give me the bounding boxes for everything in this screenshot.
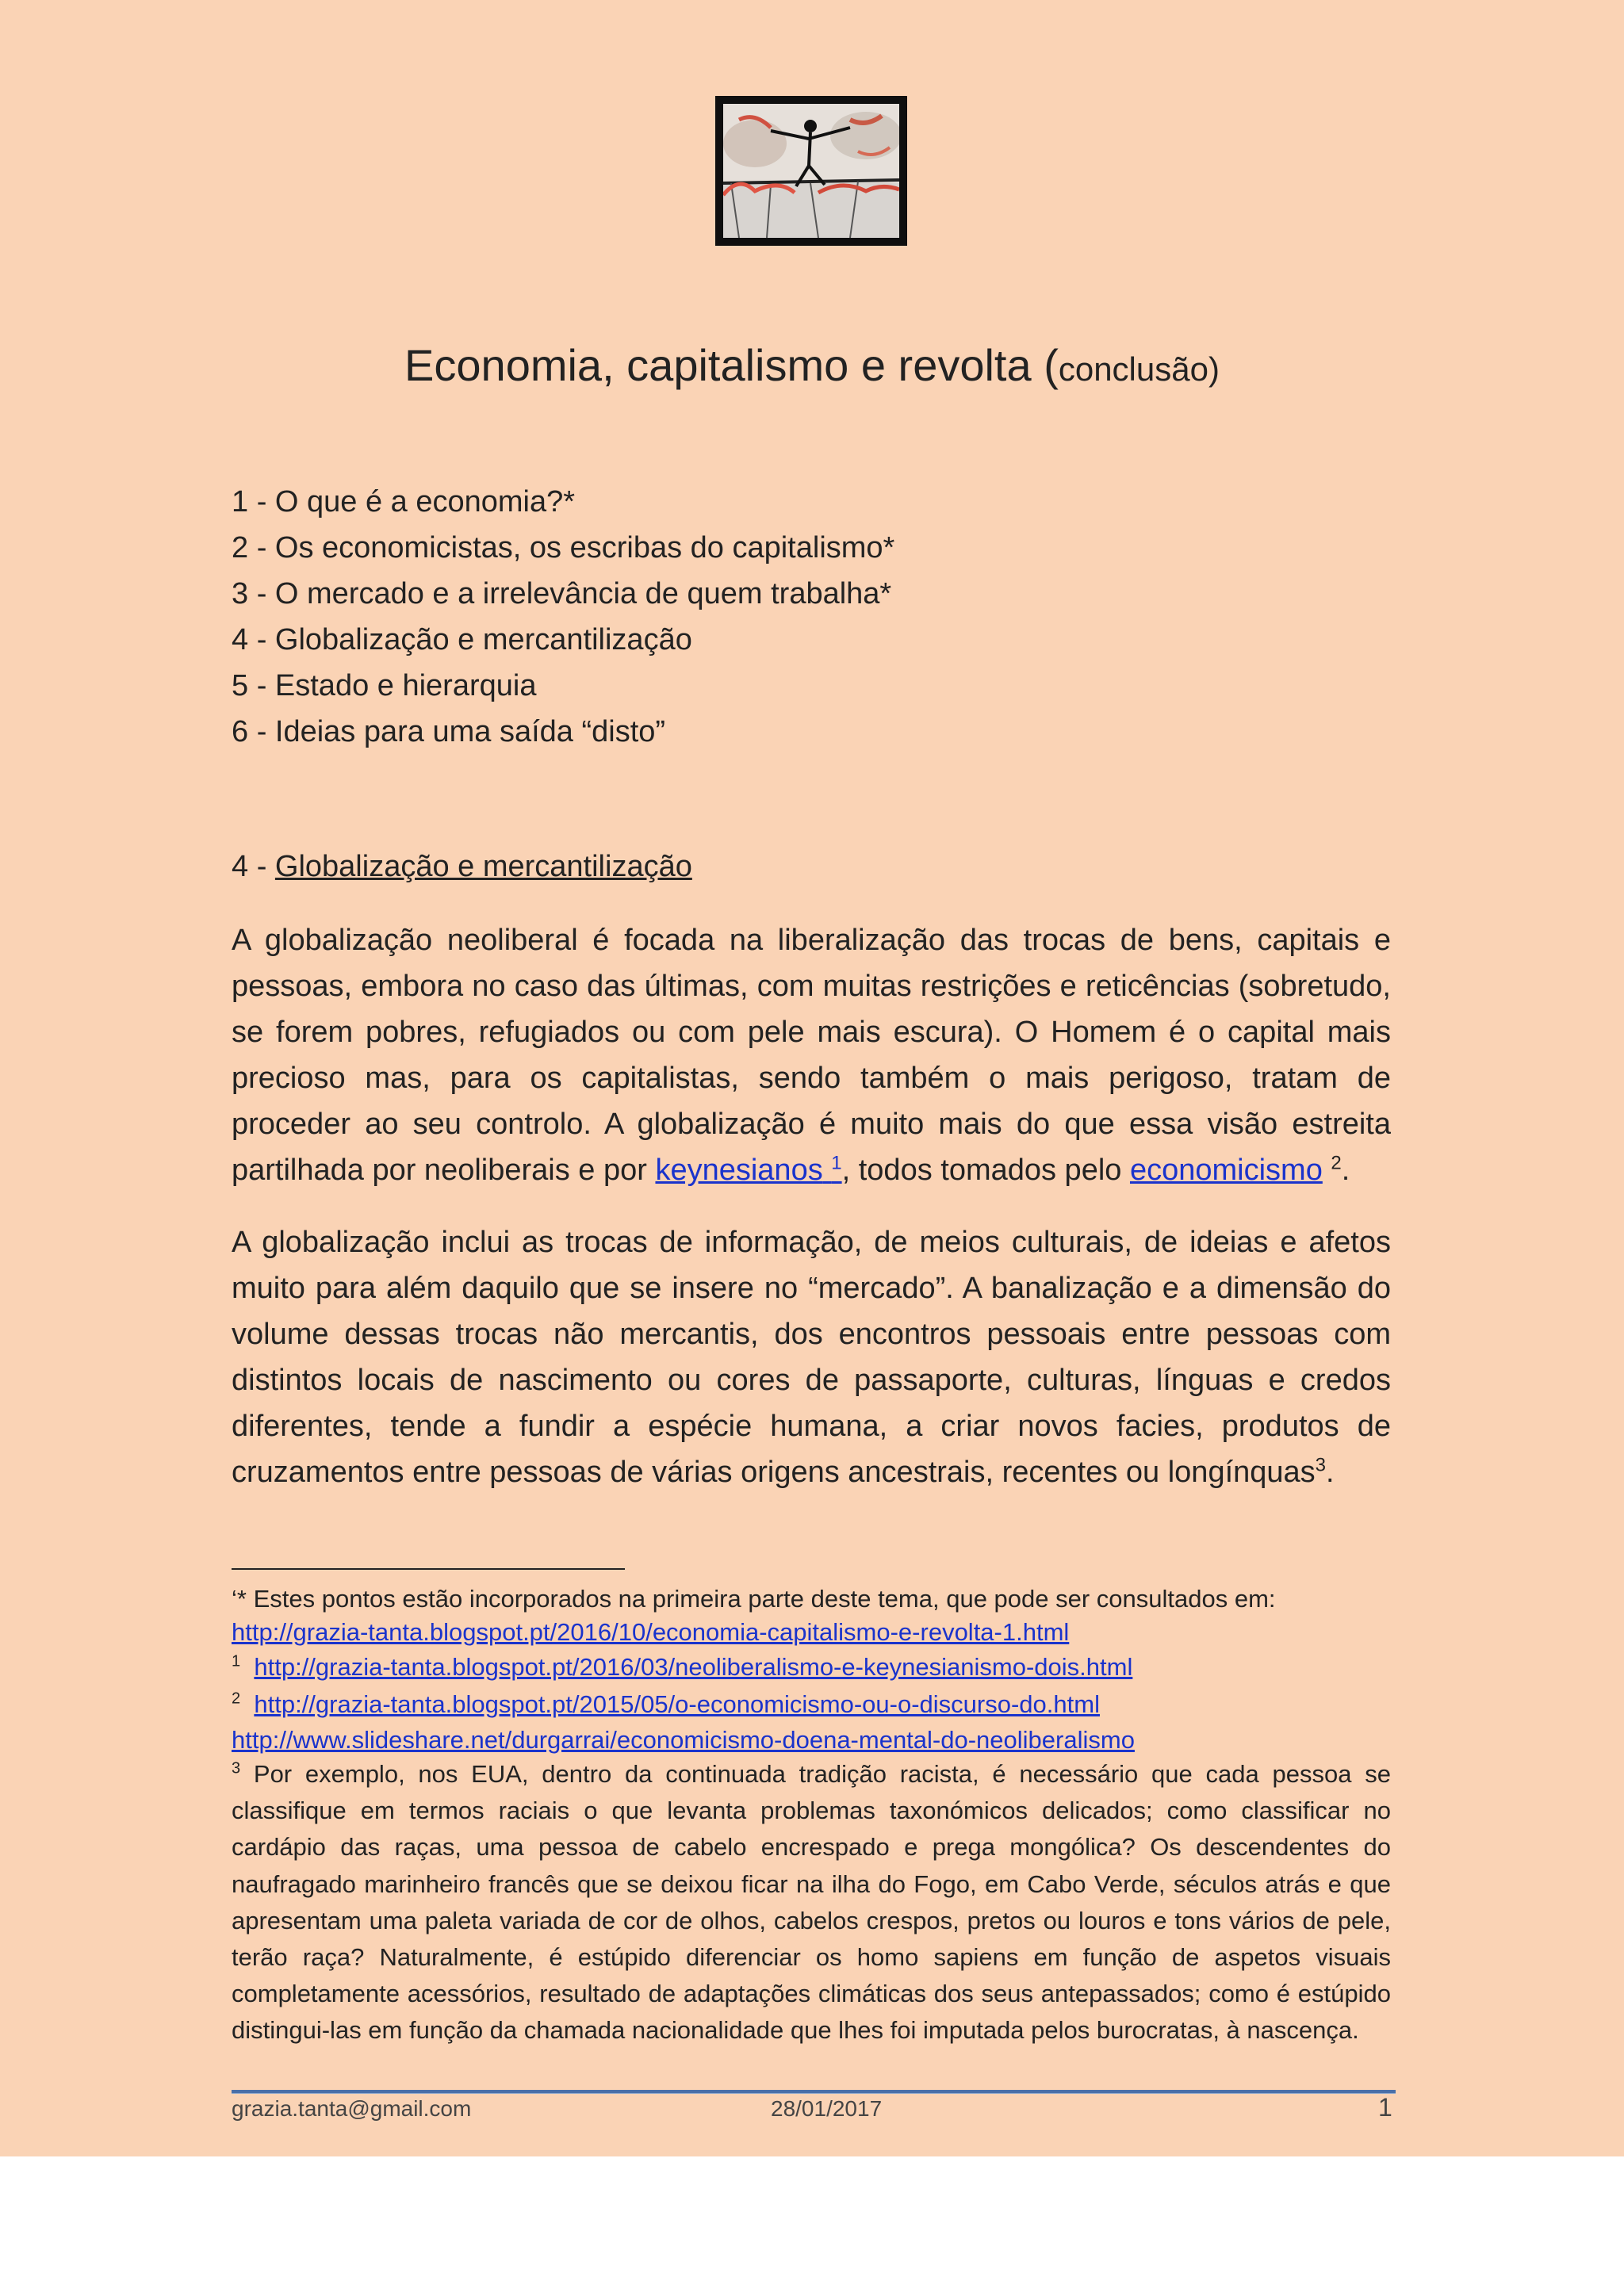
paragraph-2: A globalização inclui as trocas de informação, de meios culturais, de ideias e afetos muito para além daquilo que se insere no “mercado”. A banalização e a dimensão do volume dessas trocas não mercantis, dos encontros pessoais entre pessoas com distintos locais de nascimento ou cores de passaporte, culturas, línguas e credos diferentes, tende a fundir a espécie humana, a criar novos facies, produtos de cruzamentos entre pessoas de várias origens ancestrais, recentes ou longínquas$^3$. xyxy=(232,1226,1391,1489)
footnote-2-link[interactable]: http://grazia-tanta.blogspot.pt/2015/05/o-economicismo-ou-o-discurso-do.html xyxy=(254,1690,1100,1718)
footer-date: 28/01/2017 xyxy=(771,2096,883,2121)
logo-image xyxy=(715,96,907,246)
footnote-2: $^2$ http://grazia-tanta.blogspot.pt/2015/05/o-economicismo-ou-o-discurso-do.html xyxy=(232,1689,1100,1718)
toc-item: 2 - Os economicistas, os escribas do capitalismo* xyxy=(232,531,895,564)
keynesianos-link[interactable]: keynesianos $^1$ xyxy=(655,1152,842,1187)
footnote-2-second-line xyxy=(232,1722,1391,1758)
footer-email: grazia.tanta@gmail.com xyxy=(232,2096,472,2121)
stick-figure-painting-icon xyxy=(723,104,899,238)
table-of-contents xyxy=(232,479,894,755)
footnote-star-link[interactable]: http://grazia-tanta.blogspot.pt/2016/10/economia-capitalismo-e-revolta-1.html xyxy=(232,1618,1070,1646)
economicismo-link[interactable]: economicismo xyxy=(1129,1154,1323,1187)
footer-divider xyxy=(232,2090,1396,2094)
page-number: 1 xyxy=(1378,2093,1392,2122)
section-heading: 4 - Globalização e mercantilização xyxy=(232,850,692,883)
toc-item: 1 - O que é a economia?* xyxy=(232,485,576,519)
paragraph-1: A globalização neoliberal é focada na liberalização das trocas de bens, capitais e pessoas, embora no caso das últimas, com muitas restrições e reticências (sobretudo, se forem pobres, refugiados ou com pele mais escura). O Homem é o capital mais precioso mas, para os capitalistas, sendo também o mais perigoso, tratam de proceder ao seu controlo. A globalização é muito mais do que essa visão estreita partilhada por neoliberais e por keynesianos $^1$, todos tomados pelo economicismo $^2$. xyxy=(232,924,1391,1187)
toc-item: 6 - Ideias para uma saída “disto” xyxy=(232,715,666,748)
footnote-separator xyxy=(232,1568,625,1570)
footnote-3: $^3$ Por exemplo, nos EUA, dentro da continuada tradição racista, é necessário que cada pessoa se classifique em termos raciais o que levanta problemas taxonómicos delicados; como classificar no cardápio das raças, uma pessoa de cabelo encrespado e prega mongólica? Os descendentes do naufragado marinheiro francês que se deixou ficar na ilha do Fogo, em Cabo Verde, séculos atrás e que apresentam uma paleta variada de cor de olhos, cabelos crespos, pretos ou louros e tons vários de pele, terão raça? Naturalmente, é estúpido diferenciar os homo sapiens em função de aspetos visuais completamente acessórios, resultado de adaptações climáticas dos seus antepassados; como é estúpido distingui-las em função da chamada nacionalidade que lhes foi imputada pelos burocratas, à nascença. xyxy=(232,1759,1391,2045)
toc-item: 4 - Globalização e mercantilização xyxy=(232,623,692,656)
section-title: Globalização e mercantilização xyxy=(274,850,692,883)
footnote-star-link-line xyxy=(232,1614,1391,1651)
footnote-1: $^1$ http://grazia-tanta.blogspot.pt/2016/03/neoliberalismo-e-keynesianismo-dois.html xyxy=(232,1652,1133,1681)
toc-item: 3 - O mercado e a irrelevância de quem trabalha* xyxy=(232,577,892,610)
page-title: Economia, capitalismo e revolta (conclusão) xyxy=(404,340,1220,390)
footnote-1-link[interactable]: http://grazia-tanta.blogspot.pt/2016/03/neoliberalismo-e-keynesianismo-dois.html xyxy=(254,1653,1133,1681)
footnote-2-link-b[interactable]: http://www.slideshare.net/durgarrai/economicismo-doena-mental-do-neoliberalismo xyxy=(232,1726,1135,1754)
toc-item: 5 - Estado e hierarquia xyxy=(232,669,537,702)
footnote-star: ‘* Estes pontos estão incorporados na primeira parte deste tema, que pode ser consultados em: xyxy=(232,1585,1276,1613)
